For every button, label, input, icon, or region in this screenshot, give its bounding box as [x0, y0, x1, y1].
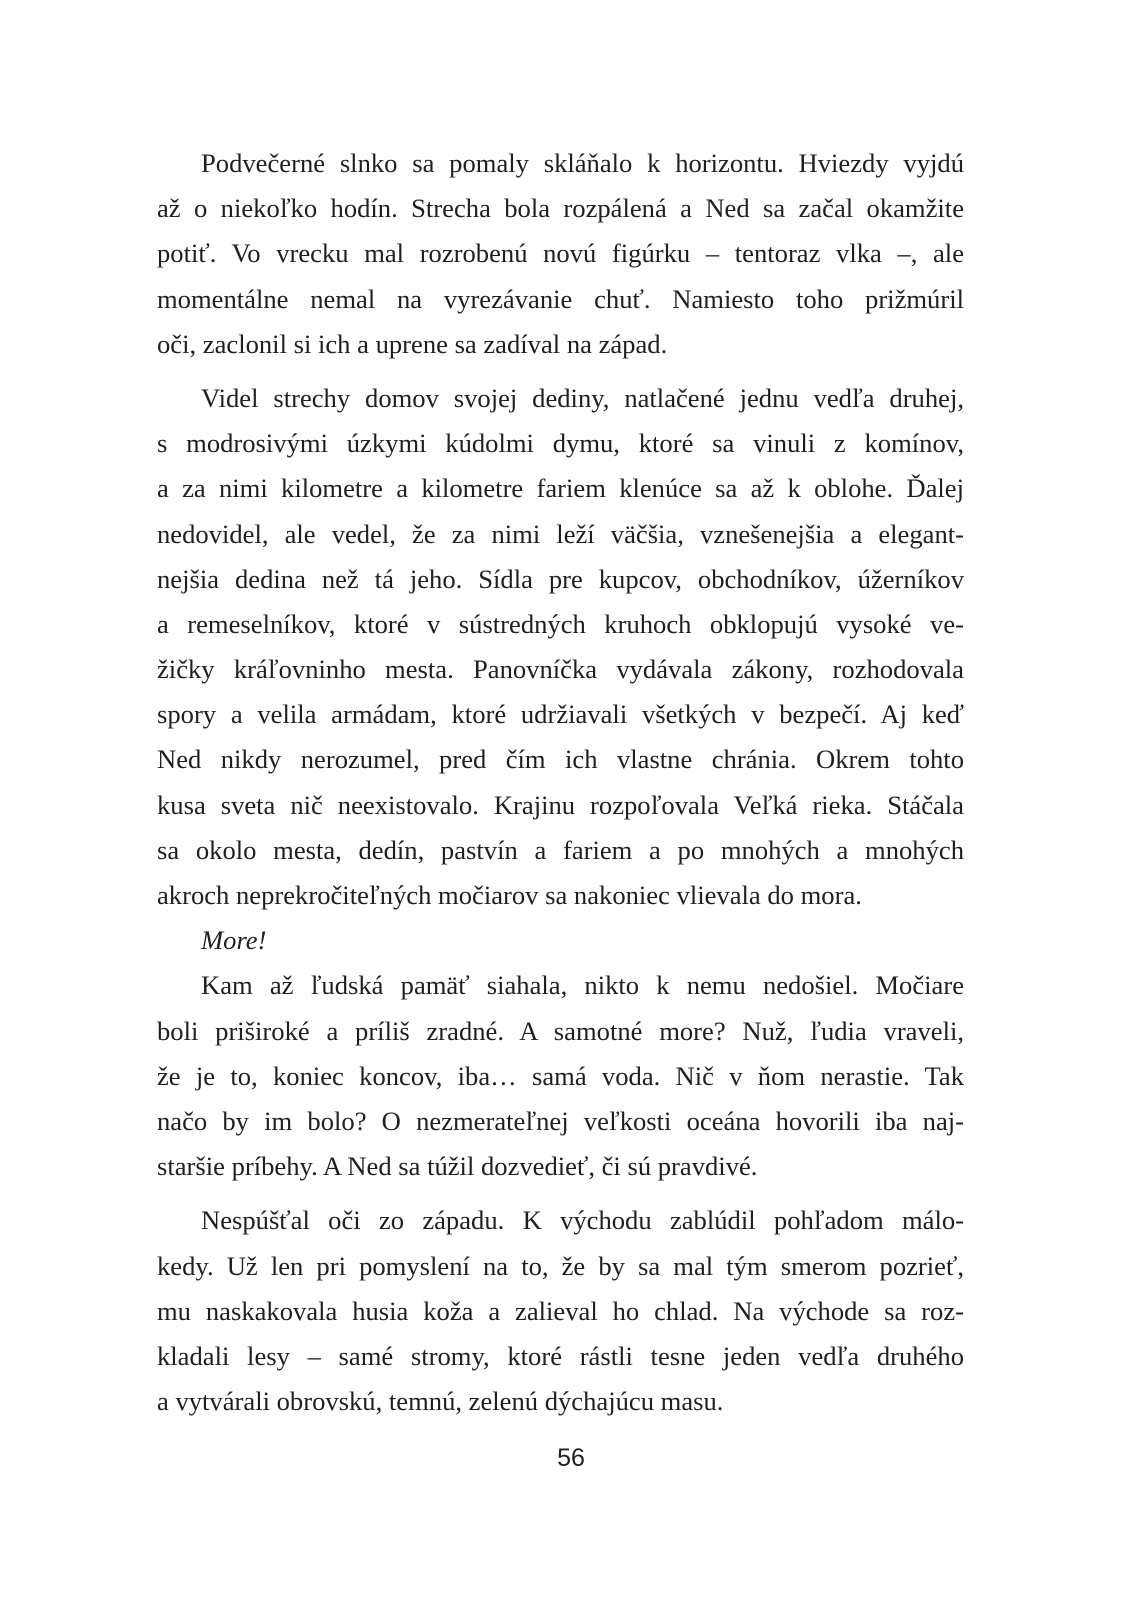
text-line: načo by im bolo? O nezmerateľnej veľkosti oceána hovorili iba naj-: [157, 1105, 964, 1136]
text-line: staršie príbehy. A Ned sa túžil dozvedieť, či sú pravdivé.: [157, 1151, 758, 1182]
text-line: boli priširoké a príliš zradné. A samotné more? Nuž, ľudia vraveli,: [157, 1015, 964, 1046]
text-line: žičky kráľovninho mesta. Panovníčka vydávala zákony, rozhodovala: [157, 654, 964, 685]
text-line: momentálne nemal na vyrezávanie chuť. Namiesto toho prižmúril: [157, 283, 964, 314]
paragraph-2: [157, 376, 964, 918]
paragraph-5: [157, 1198, 964, 1424]
text-line: mu naskakovala husia koža a zalieval ho chlad. Na východe sa roz-: [157, 1295, 964, 1326]
text-line: a remeselníkov, ktoré v sústredných kruhoch obklopujú vysoké ve-: [157, 608, 964, 639]
text-line: oči, zaclonil si ich a uprene sa zadíval na západ.: [157, 328, 668, 359]
text-line: Nespúšťal oči zo západu. K východu zablúdil pohľadom málo-: [201, 1205, 964, 1236]
text-line: s modrosivými úzkymi kúdolmi dymu, ktoré sa vinuli z komínov,: [157, 428, 964, 459]
text-line: More!: [201, 925, 267, 956]
text-line: Podvečerné slnko sa pomaly skláňalo k horizontu. Hviezdy vyjdú: [201, 148, 964, 178]
text-line: akroch neprekročiteľných močiarov sa nakoniec vlievala do mora.: [157, 880, 862, 910]
paragraph-3: [157, 918, 964, 963]
text-line: kladali lesy – samé stromy, ktoré rástli tesne jeden vedľa druhého: [157, 1340, 964, 1371]
text-line: Ned nikdy nerozumel, pred čím ich vlastne chránia. Okrem tohto: [157, 744, 964, 775]
text-line: a vytvárali obrovskú, temnú, zelenú dýchajúcu masu.: [157, 1386, 724, 1417]
text-line: potiť. Vo vrecku mal rozrobenú novú figúrku – tentoraz vlka –, ale: [157, 238, 964, 269]
paragraph-1: [157, 141, 964, 367]
page-number: 56: [557, 1444, 585, 1472]
text-line: sa okolo mesta, dedín, pastvín a fariem a po mnohých a mnohých: [157, 834, 964, 865]
text-line: nejšia dedina než tá jeho. Sídla pre kupcov, obchodníkov, úžerníkov: [157, 563, 964, 594]
text-line: kedy. Už len pri pomyslení na to, že by sa mal tým smerom pozrieť,: [157, 1250, 964, 1281]
body-text: [157, 141, 964, 1424]
text-line: spory a velila armádam, ktoré udržiavali všetkých v bezpečí. Aj keď: [157, 699, 964, 730]
text-line: až o niekoľko hodín. Strecha bola rozpálená a Ned sa začal okamžite: [157, 193, 964, 224]
text-line: kusa sveta nič neexistovalo. Krajinu rozpoľovala Veľká rieka. Stáčala: [157, 789, 964, 820]
text-line: nedovidel, ale vedel, že za nimi leží väčšia, vznešenejšia a elegant-: [157, 518, 964, 549]
text-line: Kam až ľudská pamäť siahala, nikto k nemu nedošiel. Močiare: [201, 970, 964, 1001]
text-line: že je to, koniec koncov, iba… samá voda. Nič v ňom nerastie. Tak: [157, 1060, 964, 1091]
text-line: Videl strechy domov svojej dediny, natlačené jednu vedľa druhej,: [201, 382, 964, 413]
paragraph-4: [157, 963, 964, 1189]
text-line: a za nimi kilometre a kilometre fariem klenúce sa až k oblohe. Ďalej: [157, 473, 964, 504]
